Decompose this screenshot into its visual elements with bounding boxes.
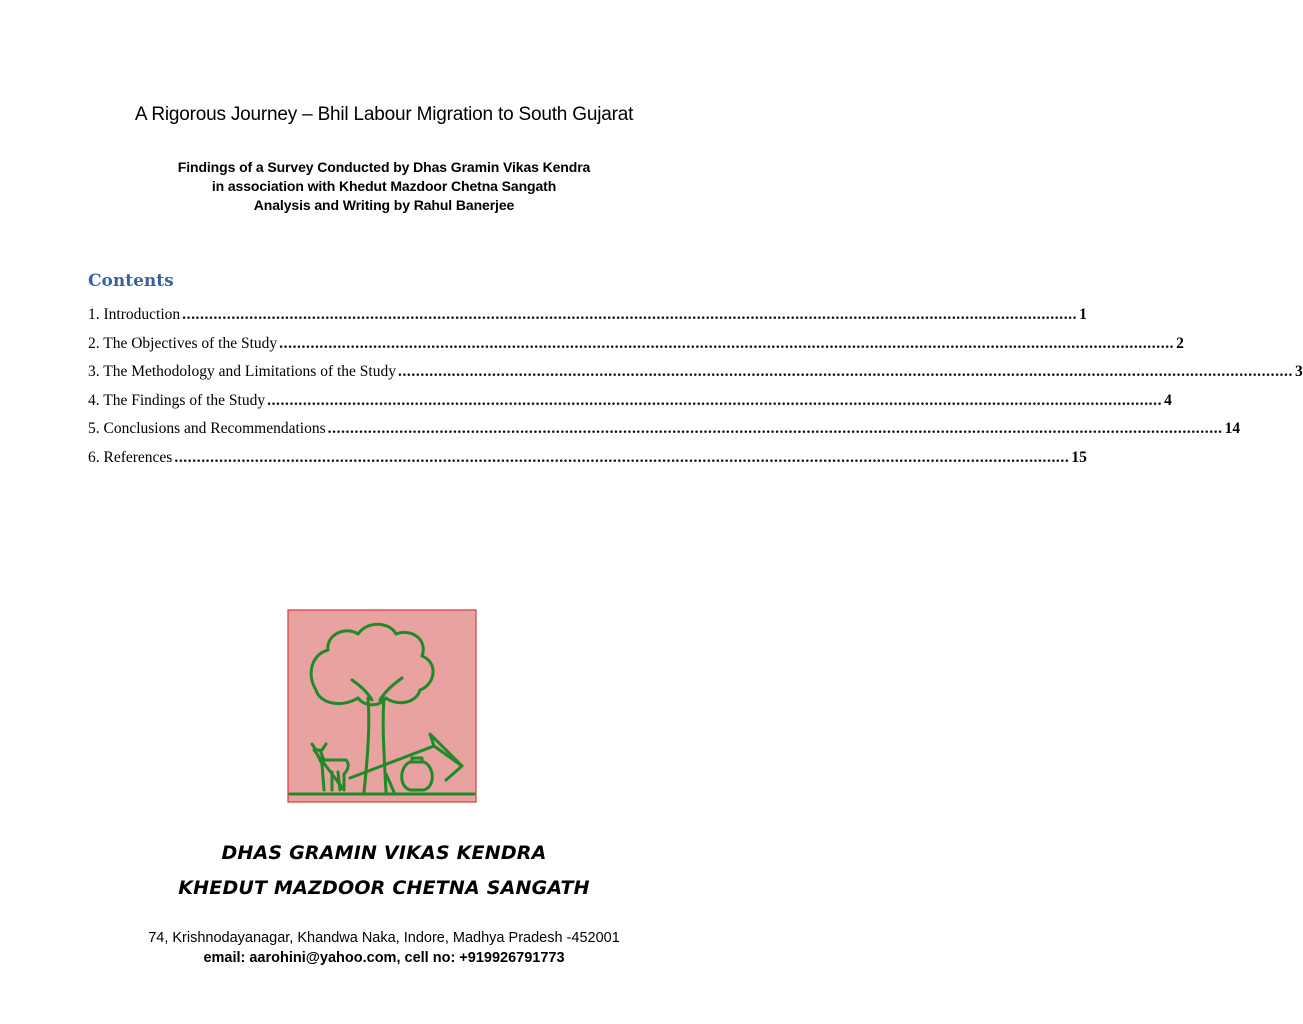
address-block (0, 928, 768, 968)
toc-leader-dots: ........................................................................................................................................................................................................ (174, 448, 1070, 466)
toc-entry-page: 14 (1224, 420, 1241, 438)
organization-name-2: KHEDUT MAZDOOR CHETNA SANGATH (178, 877, 590, 899)
toc-entry-title: 2. The Objectives of the Study (88, 334, 278, 352)
contents-heading: Contents (88, 271, 174, 291)
toc-entry-page: 1 (1079, 306, 1087, 323)
toc-entry-page: 4 (1164, 391, 1172, 409)
toc-entry-conclusions[interactable] (88, 420, 1241, 449)
toc-entry-methodology[interactable] (88, 363, 1303, 392)
organization-name-1: DHAS GRAMIN VIKAS KENDRA (221, 842, 547, 864)
toc-leader-dots: ........................................................................................................................................................................................................ (279, 334, 1175, 352)
toc-entry-page: 15 (1071, 448, 1087, 466)
contact-line: email: aarohini@yahoo.com, cell no: +919926791773 (203, 950, 565, 966)
subtitle-line-2: in association with Khedut Mazdoor Chetna Sangath (211, 178, 557, 194)
toc-entry-references[interactable] (88, 448, 1087, 478)
toc-entry-introduction[interactable] (88, 306, 1087, 335)
toc-leader-dots: ........................................................................................................................................................................................................ (327, 420, 1223, 438)
subtitle-line-1: Findings of a Survey Conducted by Dhas Gramin Vikas Kendra (177, 159, 591, 175)
document-title: A Rigorous Journey – Bhil Labour Migration to South Gujarat (134, 104, 634, 125)
subtitle-line-3: Analysis and Writing by Rahul Banerjee (253, 197, 515, 213)
toc-entry-page: 3 (1294, 363, 1303, 381)
toc-entry-page: 2 (1176, 334, 1184, 352)
subtitle-block (0, 158, 768, 215)
toc-entry-findings[interactable] (88, 391, 1172, 421)
toc-leader-dots: ........................................................................................................................................................................................................ (182, 306, 1078, 323)
toc-leader-dots: ........................................................................................................................................................................................................ (267, 391, 1163, 409)
toc-entry-title: 1. Introduction (88, 306, 181, 323)
toc-entry-title: 5. Conclusions and Recommendations (88, 420, 326, 438)
toc-entry-title: 3. The Methodology and Limitations of the Study (88, 363, 396, 381)
tree-cow-plough-pot-logo (286, 604, 478, 804)
toc-leader-dots: ........................................................................................................................................................................................................ (397, 363, 1293, 381)
table-of-contents (88, 306, 1303, 478)
toc-entry-title: 4. The Findings of the Study (88, 391, 266, 409)
toc-entry-title: 6. References (88, 448, 173, 466)
postal-address: 74, Krishnodayanagar, Khandwa Naka, Indore, Madhya Pradesh -452001 (148, 930, 620, 946)
toc-entry-objectives[interactable] (88, 334, 1184, 364)
